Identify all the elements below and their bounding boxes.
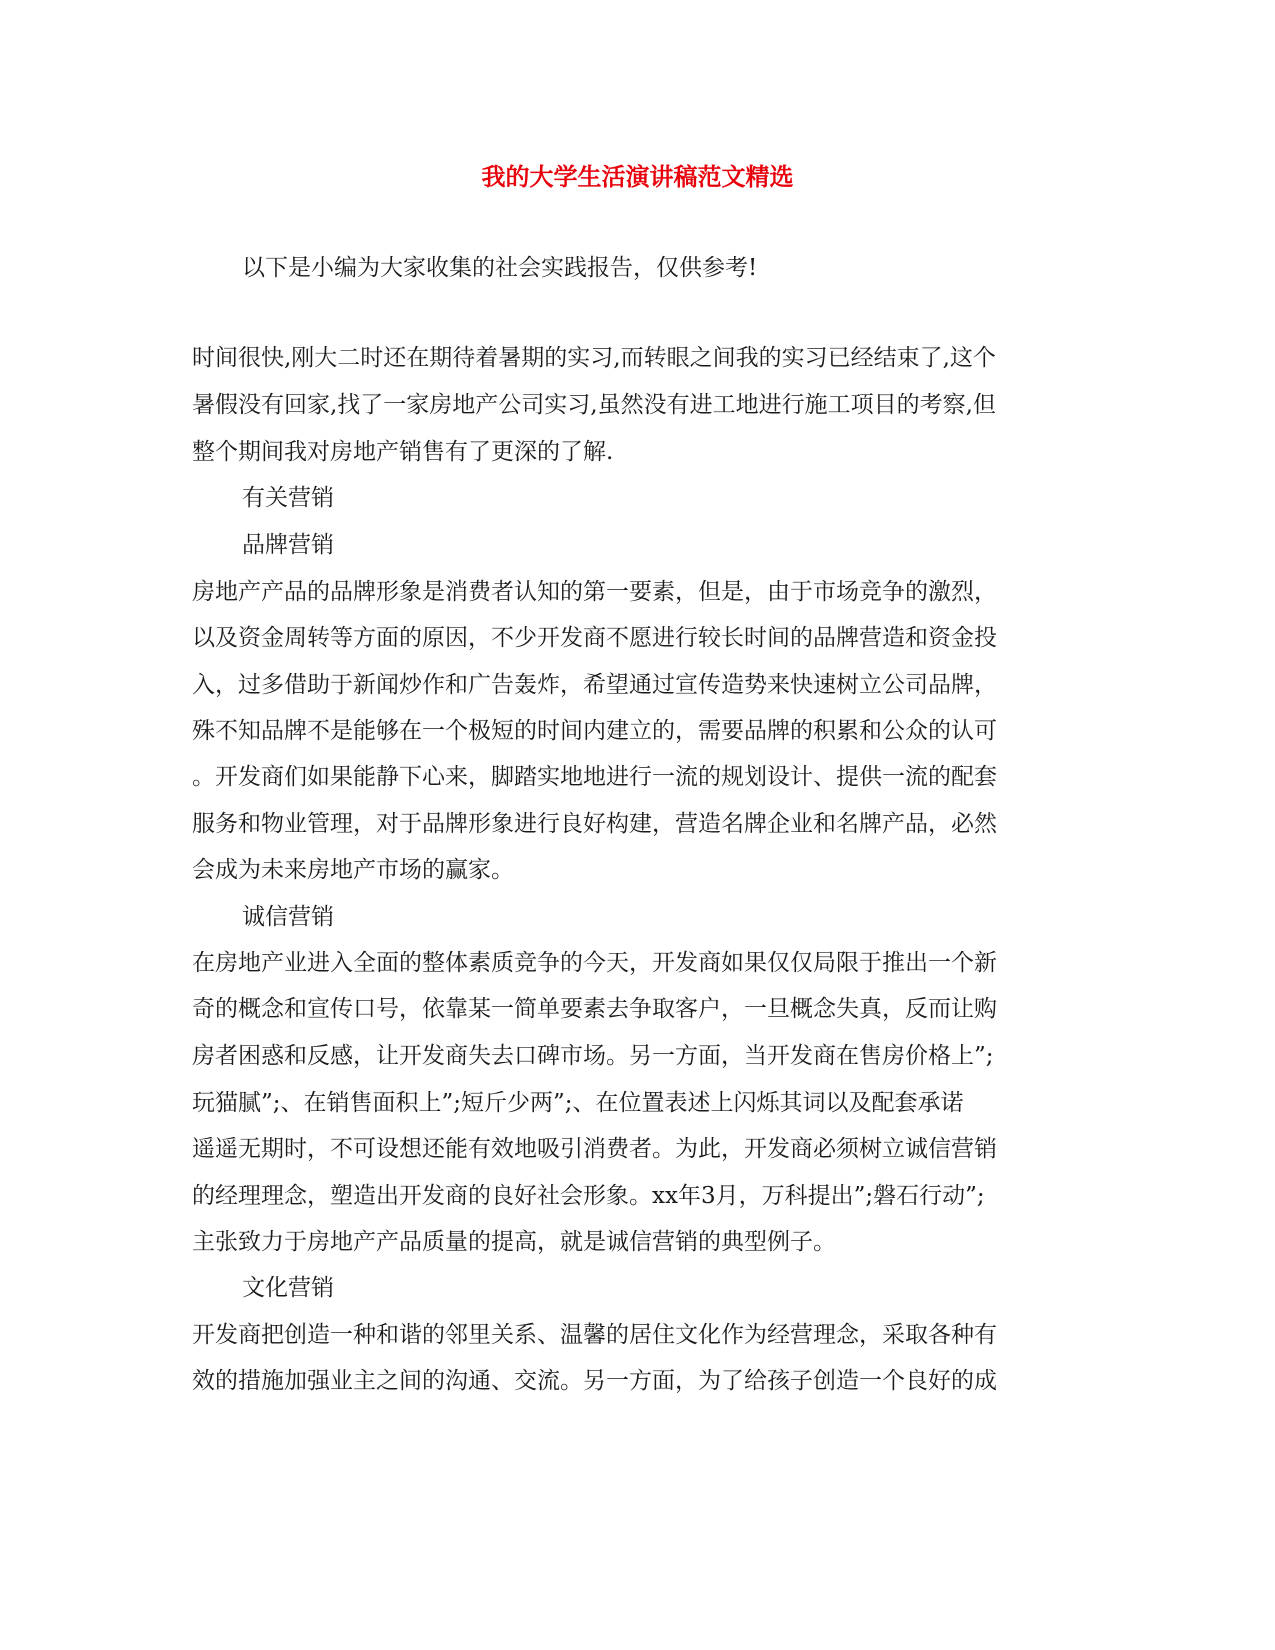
paragraph-line: 房者困惑和反感，让开发商失去口碑市场。另一方面，当开发商在售房价格上”; [192,1043,994,1069]
section-heading: 文化营销 [242,1275,334,1301]
paragraph-line: 房地产产品的品牌形象是消费者认知的第一要素，但是，由于市场竞争的激烈， [192,579,997,605]
paragraph-line: 整个期间我对房地产销售有了更深的了解. [192,439,614,465]
paragraph-line: 的经理理念，塑造出开发商的良好社会形象。xx年3月，万科提出”;磐石行动”; [192,1183,985,1209]
section-heading: 诚信营销 [242,904,334,930]
document-title: 我的大学生活演讲稿范文精选 [481,163,794,191]
paragraph-line: 奇的概念和宣传口号，依靠某一简单要素去争取客户，一旦概念失真，反而让购 [192,996,997,1022]
paragraph-line: 入，过多借助于新闻炒作和广告轰炸，希望通过宣传造势来快速树立公司品牌， [192,672,997,698]
paragraph-line: 。开发商们如果能静下心来，脚踏实地地进行一流的规划设计、提供一流的配套 [192,764,997,790]
paragraph-line: 时间很快,刚大二时还在期待着暑期的实习,而转眼之间我的实习已经结束了,这个 [192,345,996,371]
paragraph-line: 开发商把创造一种和谐的邻里关系、温馨的居住文化作为经营理念，采取各种有 [192,1322,997,1348]
section-heading: 品牌营销 [242,532,334,558]
paragraph-line: 暑假没有回家,找了一家房地产公司实习,虽然没有进工地进行施工项目的考察,但 [192,392,996,418]
paragraph-line: 殊不知品牌不是能够在一个极短的时间内建立的，需要品牌的积累和公众的认可 [192,718,997,744]
intro-paragraph: 以下是小编为大家收集的社会实践报告，仅供参考! [242,255,758,281]
paragraph-line: 效的措施加强业主之间的沟通、交流。另一方面，为了给孩子创造一个良好的成 [192,1368,997,1394]
paragraph-line: 服务和物业管理，对于品牌形象进行良好构建，营造名牌企业和名牌产品，必然 [192,811,997,837]
paragraph-line: 玩猫腻”;、在销售面积上”;短斤少两”;、在位置表述上闪烁其词以及配套承诺 [192,1090,964,1116]
paragraph-line: 主张致力于房地产产品质量的提高，就是诚信营销的典型例子。 [192,1229,836,1255]
paragraph-line: 以及资金周转等方面的原因，不少开发商不愿进行较长时间的品牌营造和资金投 [192,625,997,651]
paragraph-line: 在房地产业进入全面的整体素质竞争的今天，开发商如果仅仅局限于推出一个新 [192,950,997,976]
paragraph-line: 遥遥无期时，不可设想还能有效地吸引消费者。为此，开发商必须树立诚信营销 [192,1136,997,1162]
paragraph-line: 会成为未来房地产市场的赢家。 [192,857,514,883]
section-heading: 有关营销 [242,485,334,511]
